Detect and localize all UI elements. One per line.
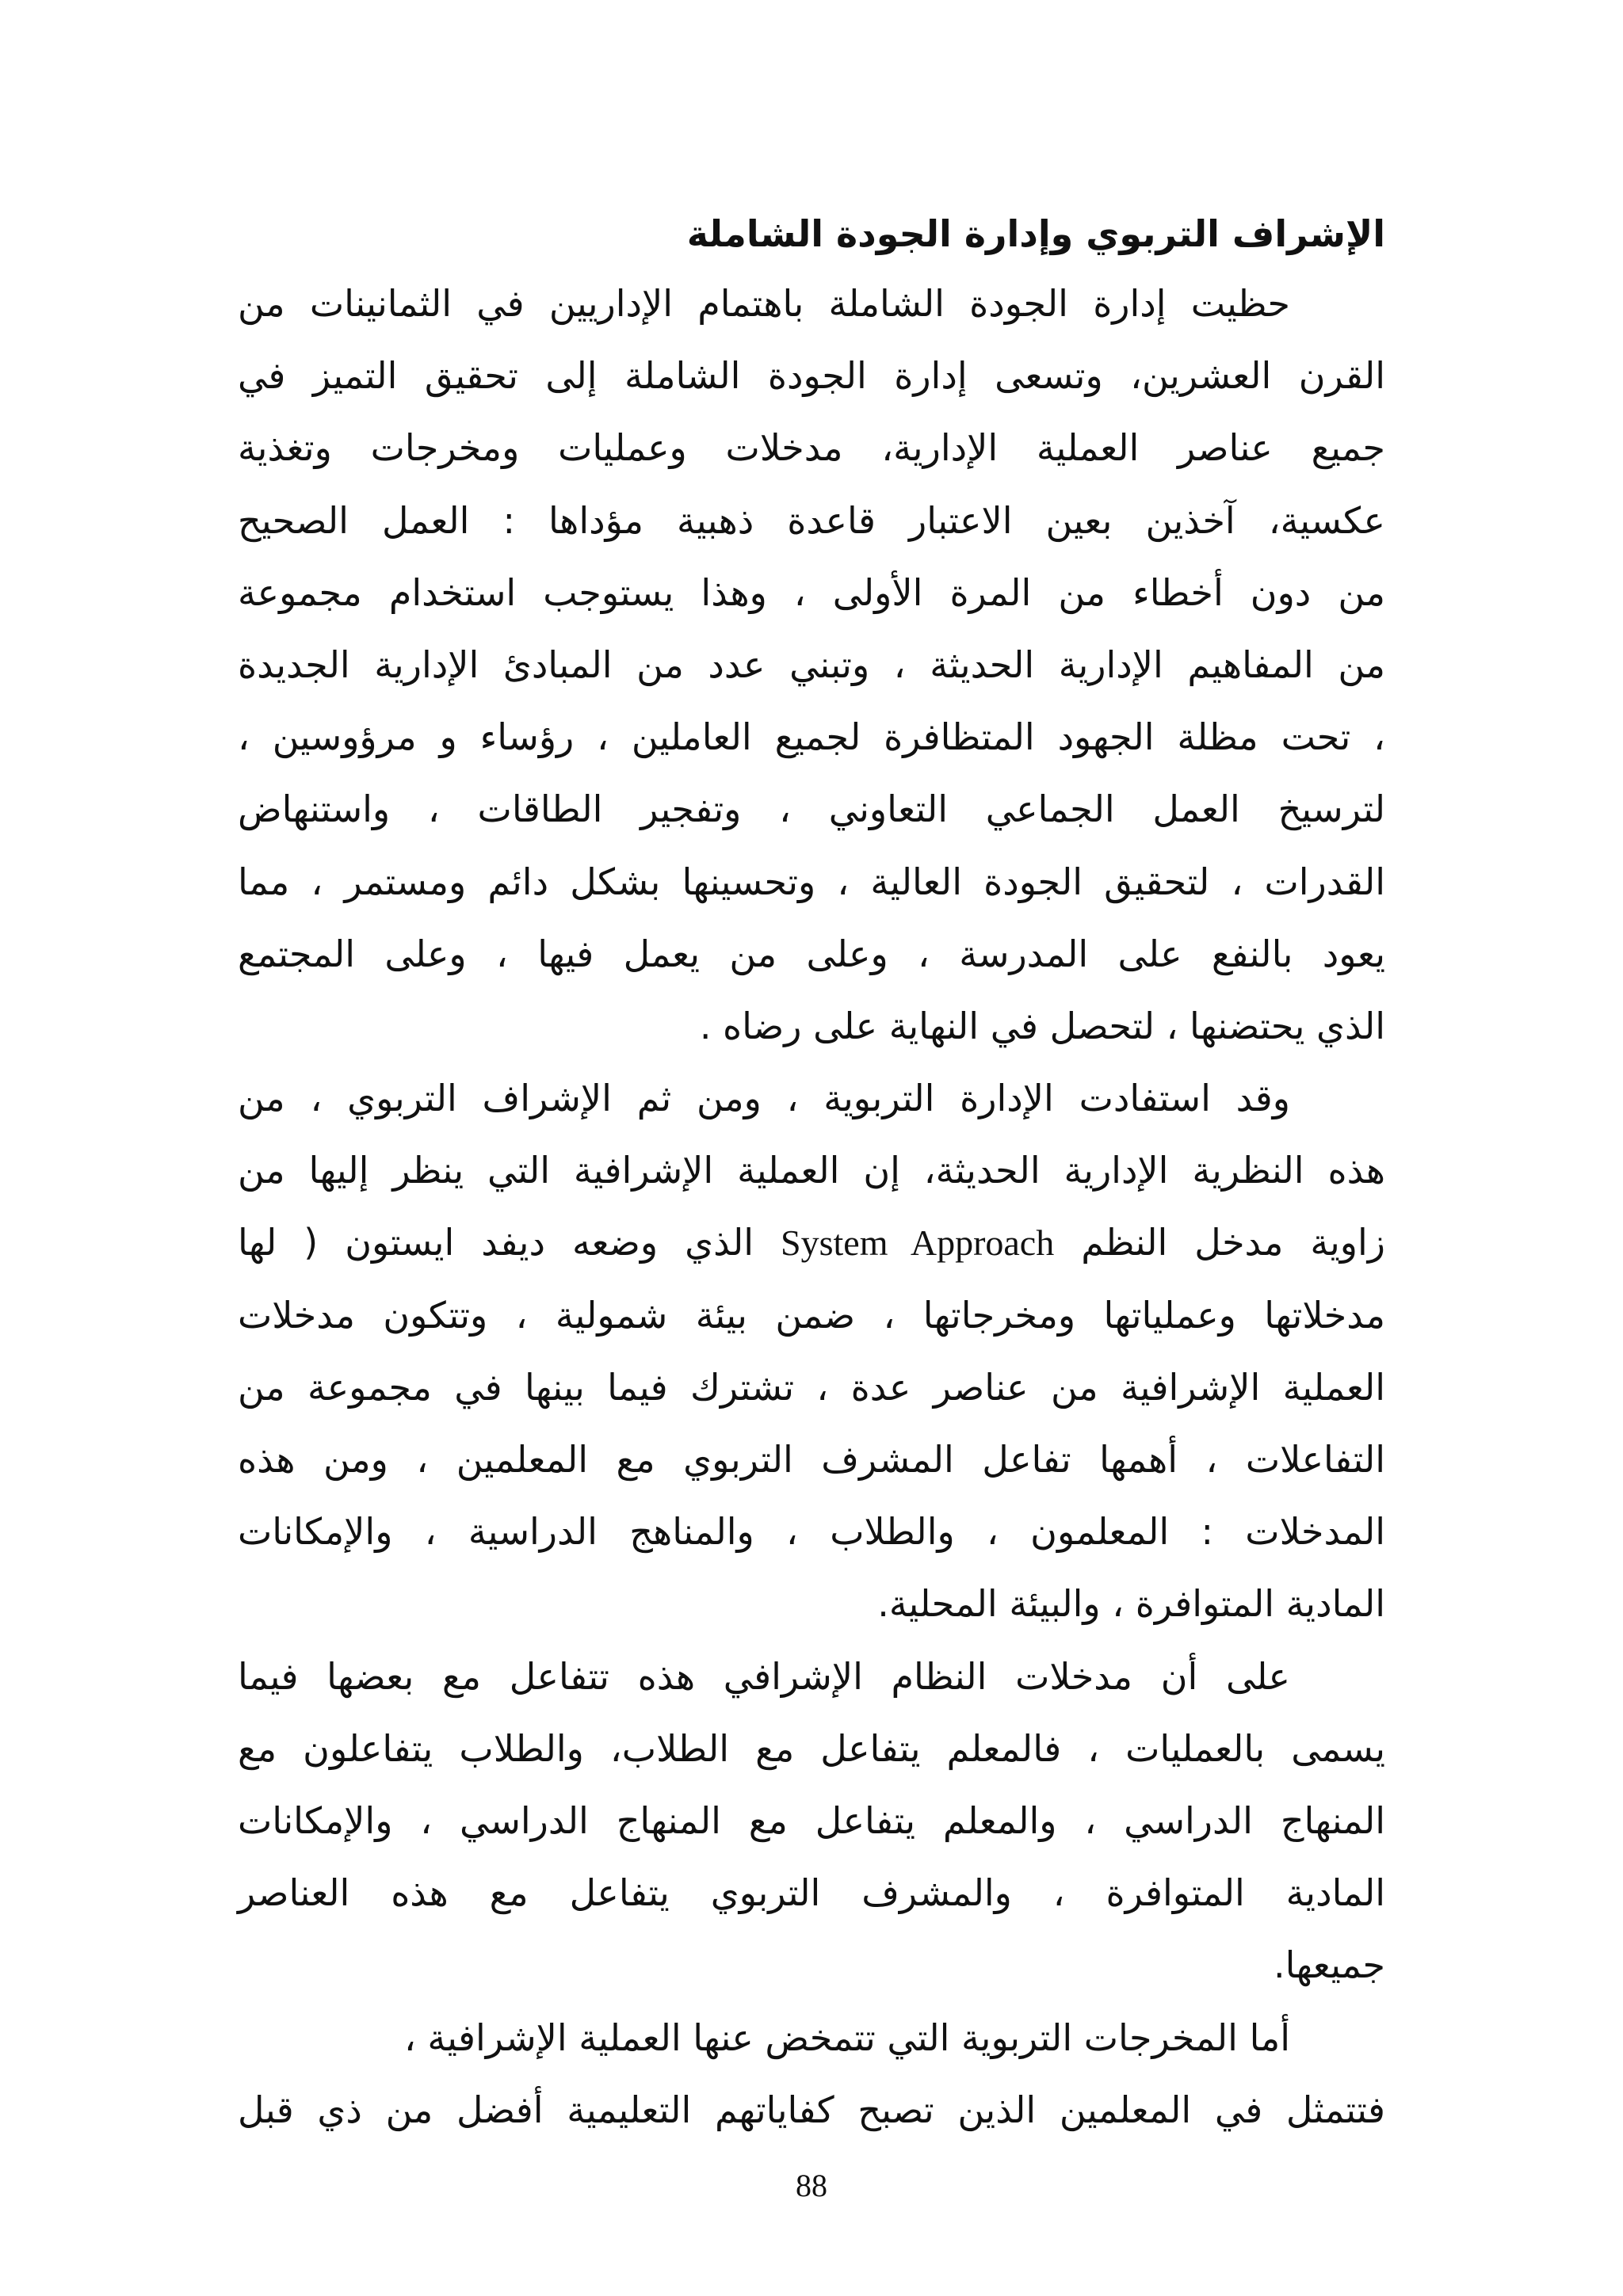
paragraph-line: لترسيخ العمل الجماعي التعاوني ، وتفجير الطاقات ، واستنهاض	[238, 788, 1385, 831]
paragraph-line: التفاعلات ، أهمها تفاعل المشرف التربوي مع المعلمين ، ومن هذه	[238, 1438, 1385, 1481]
paragraph-line: القرن العشرين، وتسعى إدارة الجودة الشاملة إلى تحقيق التميز في	[238, 354, 1385, 398]
paragraph-3	[238, 1641, 1385, 2002]
paragraph-line: المدخلات : المعلمون ، والطلاب ، والمناهج الدراسية ، والإمكانات	[238, 1510, 1385, 1554]
paragraph-line: المادية المتوافرة ، والبيئة المحلية.	[877, 1582, 1385, 1626]
paragraph-4	[238, 2002, 1385, 2146]
paragraph-line: مدخلاتها وعملياتها ومخرجاتها ، ضمن بيئة شمولية ، وتتكون مدخلات	[238, 1293, 1385, 1337]
paragraph-line: يعود بالنفع على المدرسة ، وعلى من يعمل فيها ، وعلى المجتمع	[238, 932, 1385, 975]
paragraph-line: الذي يحتضنها ، لتحصل في النهاية على رضاه .	[699, 1004, 1385, 1047]
line-segment-arabic: الذي وضعه ديفد ايستون ( لها	[238, 1221, 754, 1264]
paragraph-line: وقد استفادت الإدارة التربوية ، ومن ثم الإشراف التربوي ، من	[238, 1077, 1290, 1120]
paragraph-line: على أن مدخلات النظام الإشرافي هذه تتفاعل مع بعضها فيما	[238, 1654, 1290, 1698]
paragraph-line-mixed	[238, 1207, 1385, 1279]
paragraph-line: من دون أخطاء من المرة الأولى ، وهذا يستوجب استخدام مجموعة	[238, 570, 1385, 614]
paragraph-line: حظيت إدارة الجودة الشاملة باهتمام الإداريين في الثمانينات من	[238, 282, 1290, 325]
latin-term: System Approach	[781, 1222, 1055, 1264]
paragraph-line: المنهاج الدراسي ، والمعلم يتفاعل مع المنهاج الدراسي ، والإمكانات	[238, 1798, 1385, 1842]
paragraph-2	[238, 1062, 1385, 1641]
document-body	[238, 200, 1385, 2146]
paragraph-line: جميعها.	[1274, 1943, 1385, 1987]
paragraph-line: القدرات ، لتحقيق الجودة العالية ، وتحسينها بشكل دائم ومستمر ، مما	[238, 860, 1385, 903]
paragraph-line: العملية الإشرافية من عناصر عدة ، تشترك فيما بينها في مجموعة من	[238, 1365, 1385, 1409]
paragraph-line: جميع عناصر العملية الإدارية، مدخلات وعمليات ومخرجات وتغذية	[238, 426, 1385, 470]
paragraph-line: هذه النظرية الإدارية الحديثة، إن العملية الإشرافية التي ينظر إليها من	[238, 1149, 1385, 1192]
page-number: 88	[796, 2168, 827, 2203]
paragraph-line: عكسية، آخذين بعين الاعتبار قاعدة ذهبية مؤداها : العمل الصحيح	[238, 498, 1385, 542]
line-segment-arabic: زاوية مدخل النظم	[1081, 1221, 1386, 1264]
paragraph-line: فتتمثل في المعلمين الذين تصبح كفاياتهم التعليمية أفضل من ذي قبل	[238, 2088, 1385, 2131]
paragraph-line: المادية المتوافرة ، والمشرف التربوي يتفاعل مع هذه العناصر	[238, 1871, 1385, 1915]
paragraph-line: يسمى بالعمليات ، فالمعلم يتفاعل مع الطلاب، والطلاب يتفاعلون مع	[238, 1726, 1385, 1770]
paragraph-1	[238, 268, 1385, 1062]
paragraph-line: ، تحت مظلة الجهود المتظافرة لجميع العاملين ، رؤساء و مرؤوسين ،	[238, 715, 1385, 759]
paragraph-line: أما المخرجات التربوية التي تتمخض عنها العملية الإشرافية ،	[403, 2016, 1290, 2059]
paragraph-line: من المفاهيم الإدارية الحديثة ، وتبني عدد من المبادئ الإدارية الجديدة	[238, 643, 1385, 686]
section-heading: الإشراف التربوي وإدارة الجودة الشاملة	[686, 212, 1385, 255]
